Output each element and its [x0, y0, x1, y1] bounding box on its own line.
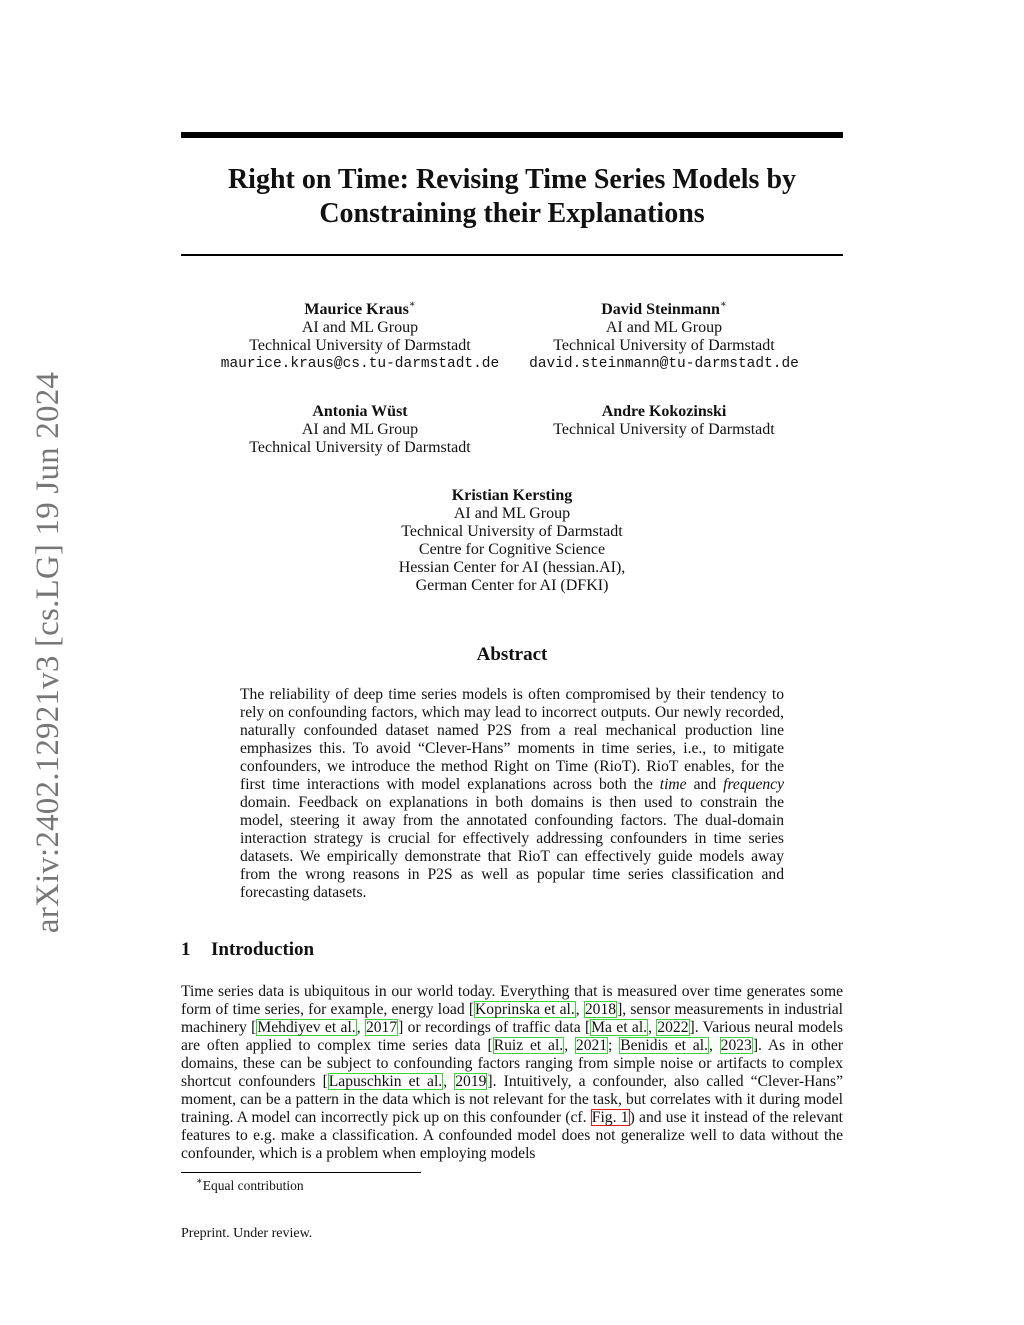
- equal-contribution-mark: ∗: [719, 298, 727, 310]
- body-text: Time series data is ubiquitous in our world today. Everything that is measured over time generates some form of time series, for example, energy load [: [181, 983, 843, 1018]
- citation-link[interactable]: Benidis et al.: [620, 1037, 708, 1054]
- author-affiliation: AI and ML Group: [453, 505, 571, 522]
- body-text: ,: [564, 1037, 575, 1054]
- abstract-text-part: and: [686, 776, 724, 793]
- footnote-rule: [181, 1172, 421, 1173]
- author-block-kokozinski: [524, 403, 804, 439]
- body-text: ,: [356, 1019, 365, 1036]
- citation-link[interactable]: 2022: [657, 1019, 689, 1036]
- section-number: 1: [181, 939, 191, 960]
- title-top-rule: [181, 132, 843, 138]
- author-affiliation: Hessian Center for AI (hessian.AI),: [398, 559, 626, 576]
- paper-title: Right on Time: Revising Time Series Models by Constraining their Explanations: [227, 164, 797, 229]
- body-text: ;: [608, 1037, 620, 1054]
- citation-link[interactable]: Ma et al.: [591, 1019, 648, 1036]
- title-bottom-rule: [181, 254, 843, 256]
- citation-link[interactable]: 2019: [455, 1073, 487, 1090]
- citation-link[interactable]: 2018: [584, 1001, 617, 1018]
- author-affiliation: Technical University of Darmstadt: [401, 523, 623, 540]
- body-text: ] or recordings of traffic data [: [398, 1019, 591, 1036]
- body-text: ]. Intuitively, a confounder, also called “Clever-Hans” moment, can be a pattern in the data which is not relevant for the task, but correlates with it during model training. A model can incorrectly pick up on this confounder (cf.: [181, 1073, 843, 1126]
- author-block-kersting: [337, 487, 687, 595]
- footnote-text: Equal contribution: [202, 1178, 304, 1193]
- body-text: ) and use it instead of the relevant features to e.g. make a classification. A confounded model does not generalize well to data without the confounder, which is a problem when employing models: [181, 1109, 843, 1162]
- section-heading-introduction: [181, 939, 314, 961]
- author-name: David Steinmann: [601, 301, 720, 318]
- citation-link[interactable]: Lapuschkin et al.: [328, 1073, 443, 1090]
- body-text: ,: [443, 1073, 455, 1090]
- author-block-wuest: [210, 403, 510, 457]
- body-text: ]. As in other domains, these can be subject to confounding factors ranging from simple noise or artifacts to complex shortcut confounders [: [181, 1037, 844, 1090]
- author-name: Kristian Kersting: [451, 487, 573, 504]
- figure-reference-link[interactable]: Fig. 1: [591, 1109, 629, 1126]
- author-email[interactable]: david.steinmann@tu-darmstadt.de: [529, 356, 799, 372]
- citation-link[interactable]: Mehdiyev et al.: [257, 1019, 356, 1036]
- body-text: ,: [575, 1001, 584, 1018]
- citation-link[interactable]: 2023: [720, 1037, 752, 1054]
- author-affiliation: AI and ML Group: [605, 319, 723, 336]
- arxiv-identifier-text: arXiv:2402.12921v3 [cs.LG] 19 Jun 2024: [30, 371, 67, 933]
- arxiv-identifier: [26, 352, 72, 952]
- introduction-paragraph: [181, 983, 843, 1163]
- author-name: Andre Kokozinski: [601, 403, 727, 420]
- abstract-text-part: domain. Feedback on explanations in both domains is then used to constrain the model, steering it away from the annotated confounding factors. The dual-domain interaction strategy is crucial for effectively addressing confounders in time series datasets. We empirically demonstrate that RioT can effectively guide models away from the wrong reasons in P2S as well as popular time series classification and forecasting datasets.: [240, 794, 784, 901]
- preprint-notice: Preprint. Under review.: [181, 1226, 313, 1241]
- author-block-kraus: [210, 298, 510, 373]
- author-affiliation: Technical University of Darmstadt: [249, 337, 471, 354]
- author-affiliation: Technical University of Darmstadt: [553, 421, 775, 438]
- abstract-emphasis-time: time: [659, 776, 687, 793]
- abstract-text: [240, 686, 784, 902]
- section-title: Introduction: [211, 939, 315, 960]
- equal-contribution-mark: ∗: [408, 298, 416, 310]
- author-affiliation: German Center for AI (DFKI): [415, 577, 609, 594]
- author-block-steinmann: [524, 298, 804, 373]
- citation-link[interactable]: 2017: [365, 1019, 398, 1036]
- author-name: Antonia Wüst: [312, 403, 408, 420]
- body-text: ,: [648, 1019, 657, 1036]
- footnote: [196, 1175, 304, 1194]
- author-affiliation: Centre for Cognitive Science: [418, 541, 606, 558]
- author-affiliation: Technical University of Darmstadt: [553, 337, 775, 354]
- author-affiliation: AI and ML Group: [301, 421, 419, 438]
- author-affiliation: Technical University of Darmstadt: [249, 439, 471, 456]
- author-name: Maurice Kraus: [304, 301, 409, 318]
- body-text: ,: [708, 1037, 720, 1054]
- citation-link[interactable]: 2021: [575, 1037, 608, 1054]
- abstract-heading: Abstract: [476, 644, 548, 665]
- citation-link[interactable]: Koprinska et al.: [475, 1001, 575, 1018]
- author-affiliation: AI and ML Group: [301, 319, 419, 336]
- footnote-mark: ∗: [196, 1175, 203, 1187]
- abstract-emphasis-frequency: frequency: [723, 776, 785, 793]
- body-text: ], sensor measurements in industrial machinery [: [181, 1001, 843, 1036]
- author-email[interactable]: maurice.kraus@cs.tu-darmstadt.de: [220, 356, 500, 372]
- body-text: ]. Various neural models are often applied to complex time series data [: [181, 1019, 843, 1054]
- abstract-text-part: The reliability of deep time series models is often compromised by their tendency to rely on confounding factors, which may lead to incorrect outputs. Our newly recorded, naturally confounded dataset named P2S from a real mechanical production line emphasizes this. To avoid “Clever-Hans” moments in time series, i.e., to mitigate confounders, we introduce the method Right on Time (RioT). RioT enables, for the first time interactions with model explanations across both the: [240, 686, 784, 793]
- citation-link[interactable]: Ruiz et al.: [493, 1037, 564, 1054]
